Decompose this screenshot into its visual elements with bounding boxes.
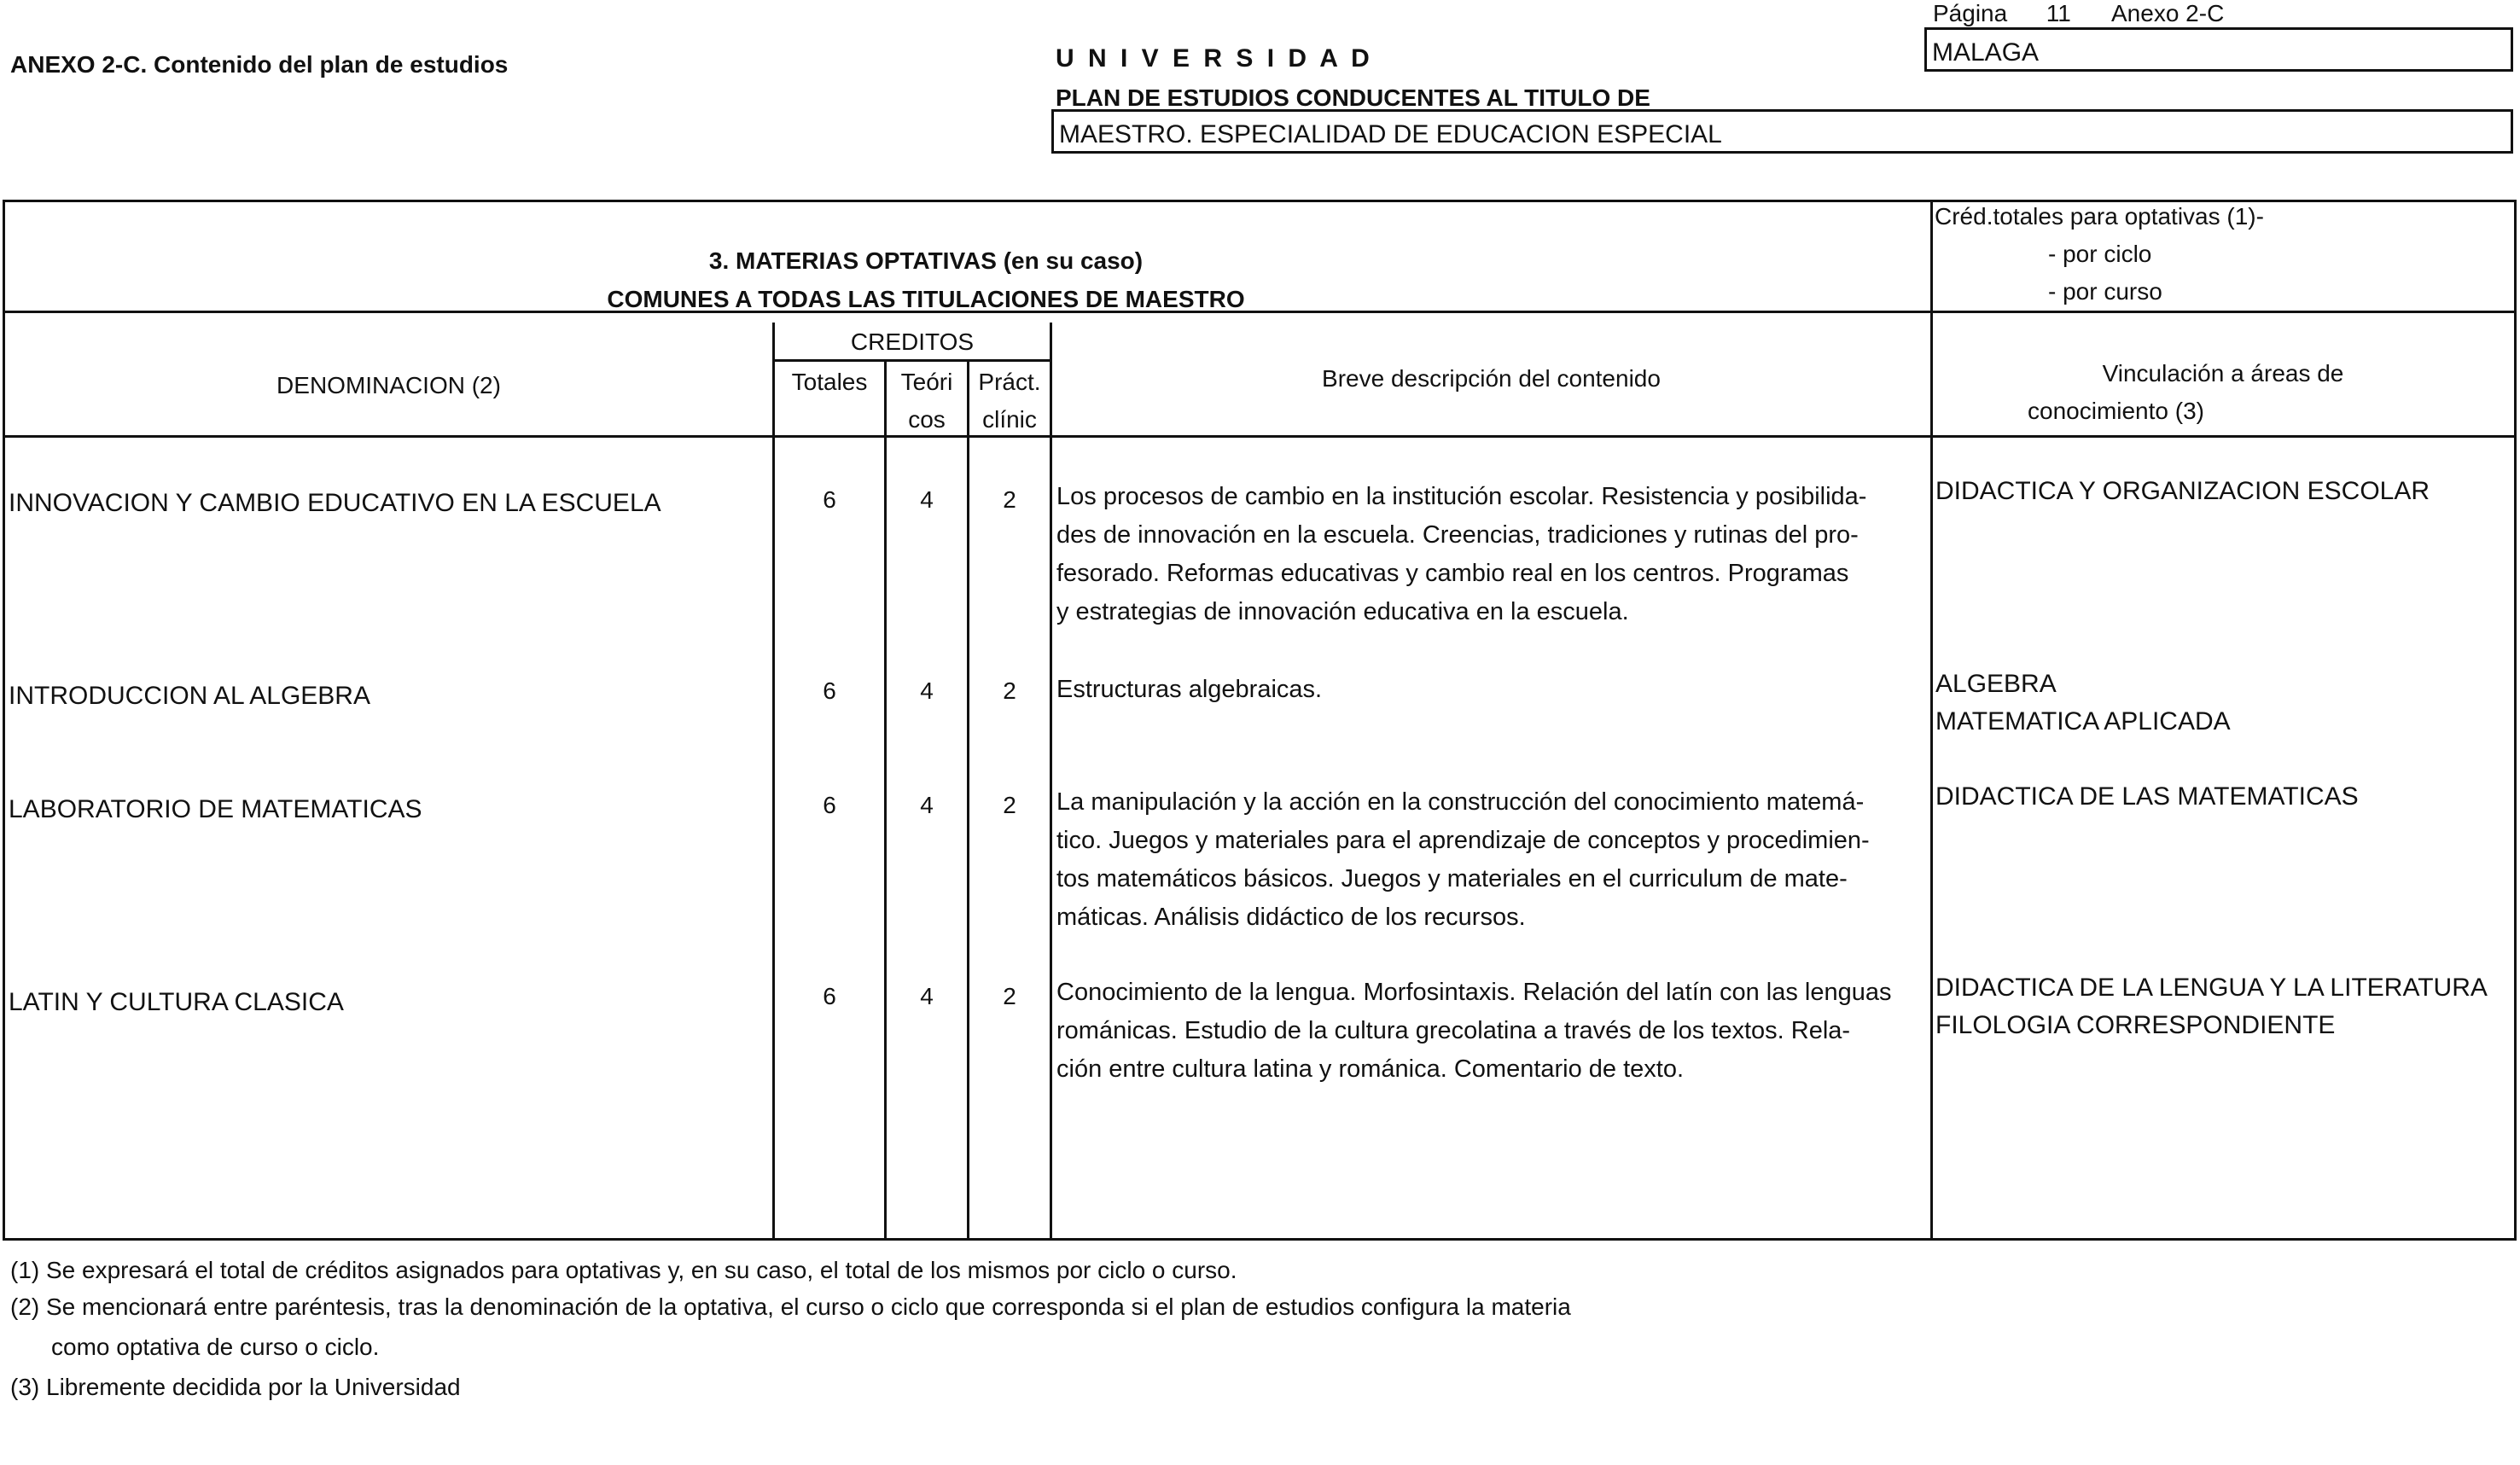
row-description	[1056, 478, 1866, 631]
col-creditos: CREDITOS	[850, 328, 975, 355]
row-name: INNOVACION Y CAMBIO EDUCATIVO EN LA ESCUELA	[9, 489, 661, 517]
footnote-2: (2) Se mencionará entre paréntesis, tras la denominación de la optativa, el curso o ciclo que corresponda si el plan de estudios configura la materia	[10, 1294, 1571, 1320]
col-practicos: Práct.	[978, 369, 1041, 395]
page-label	[1933, 0, 2071, 27]
col-totales: Totales	[791, 369, 868, 395]
row-teoricos: 4	[920, 983, 934, 1009]
row-totales: 6	[823, 792, 836, 818]
description-line: tico. Juegos y materiales para el aprendizaje de conceptos y procedimien-	[1056, 827, 1870, 854]
divider	[3, 435, 2517, 438]
description-line: Los procesos de cambio en la institución escolar. Resistencia y posibilida-	[1056, 483, 1867, 510]
anexo-reference: Anexo 2-C	[2111, 0, 2225, 26]
row-description	[1056, 783, 1870, 937]
row-totales: 6	[823, 677, 836, 704]
area-line: DIDACTICA DE LAS MATEMATICAS	[1935, 782, 2359, 811]
col-vinculacion-2: conocimiento (3)	[2028, 398, 2204, 424]
plan-field	[1051, 109, 2513, 154]
row-totales: 6	[823, 486, 836, 513]
area-line: DIDACTICA Y ORGANIZACION ESCOLAR	[1935, 477, 2430, 505]
row-areas	[1935, 666, 2231, 741]
section-title: 3. MATERIAS OPTATIVAS (en su caso)	[708, 247, 1144, 274]
col-teoricos-2: cos	[908, 406, 946, 433]
description-line: tos matemáticos básicos. Juegos y materiales en el curriculum de mate-	[1056, 865, 1848, 892]
description-line: y estrategias de innovación educativa en la escuela.	[1056, 598, 1629, 625]
col-denominacion: DENOMINACION (2)	[276, 372, 501, 398]
section-subtitle: COMUNES A TODAS LAS TITULACIONES DE MAESTRO	[607, 286, 1245, 312]
plan-label: PLAN DE ESTUDIOS CONDUCENTES AL TITULO DE	[1056, 84, 1650, 111]
row-teoricos: 4	[920, 486, 934, 513]
description-line: Conocimiento de la lengua. Morfosintaxis. Relación del latín con las lenguas	[1056, 979, 1892, 1006]
row-totales: 6	[823, 983, 836, 1009]
row-name: LABORATORIO DE MATEMATICAS	[9, 795, 422, 823]
page-number: 11	[2046, 0, 2071, 26]
row-areas	[1935, 778, 2359, 816]
area-line: FILOLOGIA CORRESPONDIENTE	[1935, 1011, 2336, 1039]
plan-value: MAESTRO. ESPECIALIDAD DE EDUCACION ESPECIAL	[1059, 120, 1722, 148]
col-practicos-2: clínic	[982, 406, 1037, 433]
description-line: máticas. Análisis didáctico de los recursos.	[1056, 904, 1526, 931]
row-practicos: 2	[1003, 983, 1016, 1009]
divider	[1930, 200, 1933, 1241]
cred-totales-label: Créd.totales para optativas (1)-	[1935, 203, 2264, 230]
row-areas	[1935, 969, 2488, 1044]
divider	[772, 323, 775, 1241]
col-descripcion: Breve descripción del contenido	[1322, 365, 1661, 392]
universidad-field	[1924, 27, 2513, 72]
description-line: des de innovación en la escuela. Creencias, tradiciones y rutinas del pro-	[1056, 521, 1859, 549]
universidad-label: U N I V E R S I D A D	[1056, 44, 1373, 73]
description-line: fesorado. Reformas educativas y cambio real en los centros. Programas	[1056, 560, 1849, 587]
anexo-title: ANEXO 2-C. Contenido del plan de estudios	[10, 51, 509, 78]
row-description	[1056, 671, 1322, 709]
divider	[772, 359, 1052, 362]
area-line: MATEMATICA APLICADA	[1935, 707, 2231, 735]
row-practicos: 2	[1003, 792, 1016, 818]
universidad-value: MALAGA	[1932, 38, 2040, 67]
row-name: INTRODUCCION AL ALGEBRA	[9, 682, 370, 710]
description-line: románicas. Estudio de la cultura grecolatina a través de los textos. Rela-	[1056, 1017, 1851, 1044]
row-practicos: 2	[1003, 486, 1016, 513]
row-teoricos: 4	[920, 792, 934, 818]
footnote-1: (1) Se expresará el total de créditos asignados para optativas y, en su caso, el total de los mismos por ciclo o curso.	[10, 1257, 1237, 1283]
por-curso-label: - por curso	[2048, 278, 2162, 305]
por-ciclo-label: - por ciclo	[2048, 241, 2152, 267]
row-teoricos: 4	[920, 677, 934, 704]
pagina-label: Página	[1933, 0, 2008, 26]
row-practicos: 2	[1003, 677, 1016, 704]
col-teoricos: Teóri	[900, 369, 953, 395]
divider	[1050, 323, 1052, 1241]
description-line: Estructuras algebraicas.	[1056, 676, 1323, 703]
row-areas	[1935, 473, 2430, 510]
description-line: ción entre cultura latina y románica. Comentario de texto.	[1056, 1055, 1685, 1083]
footnote-3: (3) Libremente decidida por la Universidad	[10, 1374, 461, 1400]
row-name: LATIN Y CULTURA CLASICA	[9, 988, 344, 1016]
footnote-2-continued: como optativa de curso o ciclo.	[51, 1334, 380, 1360]
row-description	[1056, 974, 1892, 1089]
description-line: La manipulación y la acción en la construcción del conocimiento matemá-	[1056, 788, 1865, 816]
area-line: DIDACTICA DE LA LENGUA Y LA LITERATURA	[1935, 974, 2488, 1002]
col-vinculacion: Vinculación a áreas de	[2102, 360, 2344, 387]
area-line: ALGEBRA	[1935, 670, 2057, 698]
